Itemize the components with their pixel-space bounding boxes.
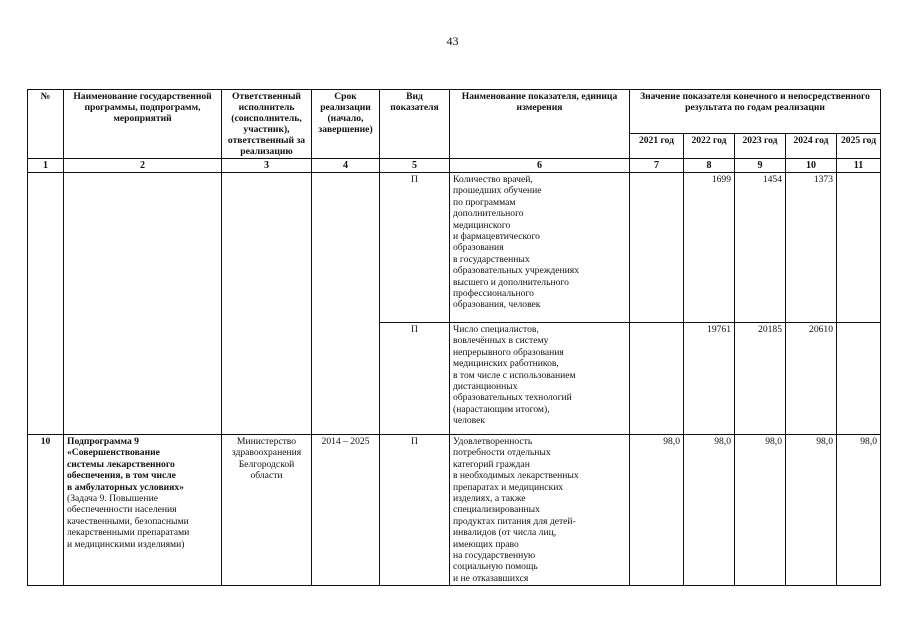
value-2022: 19761 (684, 323, 735, 435)
value-2025: 98,0 (837, 435, 881, 586)
program-cell (64, 435, 222, 586)
value-2023: 20185 (735, 323, 786, 435)
table-row (28, 435, 881, 586)
indicators-table (27, 89, 881, 586)
column-number: 5 (380, 159, 450, 173)
header-values-group: Значение показателя конечного и непосредственного результата по годам реализации (630, 90, 881, 134)
header-program-name: Наименование государственной программы, подпрограмм, мероприятий (64, 90, 222, 159)
value-2021 (630, 173, 684, 323)
header-year-2021: 2021 год (630, 134, 684, 159)
program-cell (64, 173, 222, 435)
column-number: 1 (28, 159, 64, 173)
header-year-2023: 2023 год (735, 134, 786, 159)
header-period: Срок реализации (начало, завершение) (312, 90, 380, 159)
header-year-2024: 2024 год (786, 134, 837, 159)
number-cell (28, 173, 64, 435)
header-year-2022: 2022 год (684, 134, 735, 159)
indicator-type-cell: П (380, 323, 450, 435)
value-2024: 98,0 (786, 435, 837, 586)
value-2023: 1454 (735, 173, 786, 323)
column-number: 11 (837, 159, 881, 173)
column-numbers-row (28, 159, 881, 173)
indicator-name-cell: Удовлетворенность потребности отдельных категорий граждан в необходимых лекарственных препаратах и медицинских изделиях, а также специализированных продуктах питания для детей- инвалидов (от числа лиц, имеющих право на государственную социальную помощь и не отказавшихся (450, 435, 630, 586)
number-cell: 10 (28, 435, 64, 586)
column-number: 2 (64, 159, 222, 173)
column-number: 8 (684, 159, 735, 173)
indicator-type-cell: П (380, 435, 450, 586)
header-number: № (28, 90, 64, 159)
column-number: 3 (222, 159, 312, 173)
column-number: 9 (735, 159, 786, 173)
executor-cell (222, 173, 312, 435)
header-executor: Ответственный исполнитель (соисполнитель, участник), ответственный за реализацию (222, 90, 312, 159)
column-number: 7 (630, 159, 684, 173)
table-row (28, 173, 881, 323)
column-number: 6 (450, 159, 630, 173)
header-indicator-type: Вид показателя (380, 90, 450, 159)
header-indicator-name: Наименование показателя, единица измерения (450, 90, 630, 159)
value-2022: 1699 (684, 173, 735, 323)
page-number: 43 (446, 34, 459, 48)
column-number: 10 (786, 159, 837, 173)
value-2023: 98,0 (735, 435, 786, 586)
value-2025 (837, 173, 881, 323)
subprogram-task: (Задача 9. Повышение обеспеченности населения качественными, безопасными лекарственными препаратами и медицинскими изделиями) (67, 493, 190, 550)
value-2024: 1373 (786, 173, 837, 323)
indicator-name-cell: Количество врачей, прошедших обучение по программам дополнительного медицинского и фармацевтического образования в государственных образовательных учреждениях высшего и дополнительного профессионального образования, человек (450, 173, 630, 323)
value-2022: 98,0 (684, 435, 735, 586)
subprogram-title: Подпрограмма 9 «Совершенствование системы лекарственного обеспечения, в том числе в амбулаторных условиях» (67, 436, 184, 493)
header-year-2025: 2025 год (837, 134, 881, 159)
period-cell: 2014 – 2025 (312, 435, 380, 586)
indicator-type-cell: П (380, 173, 450, 323)
value-2021: 98,0 (630, 435, 684, 586)
value-2024: 20610 (786, 323, 837, 435)
value-2021 (630, 323, 684, 435)
indicator-name-cell: Число специалистов, вовлечённых в систему непрерывного образования медицинских работников, в том числе с использованием дистанционных образовательных технологий (нарастающим итогом), человек (450, 323, 630, 435)
value-2025 (837, 323, 881, 435)
executor-cell: Министерство здравоохранения Белгородской области (222, 435, 312, 586)
header-row (28, 90, 881, 134)
column-number: 4 (312, 159, 380, 173)
period-cell (312, 173, 380, 435)
